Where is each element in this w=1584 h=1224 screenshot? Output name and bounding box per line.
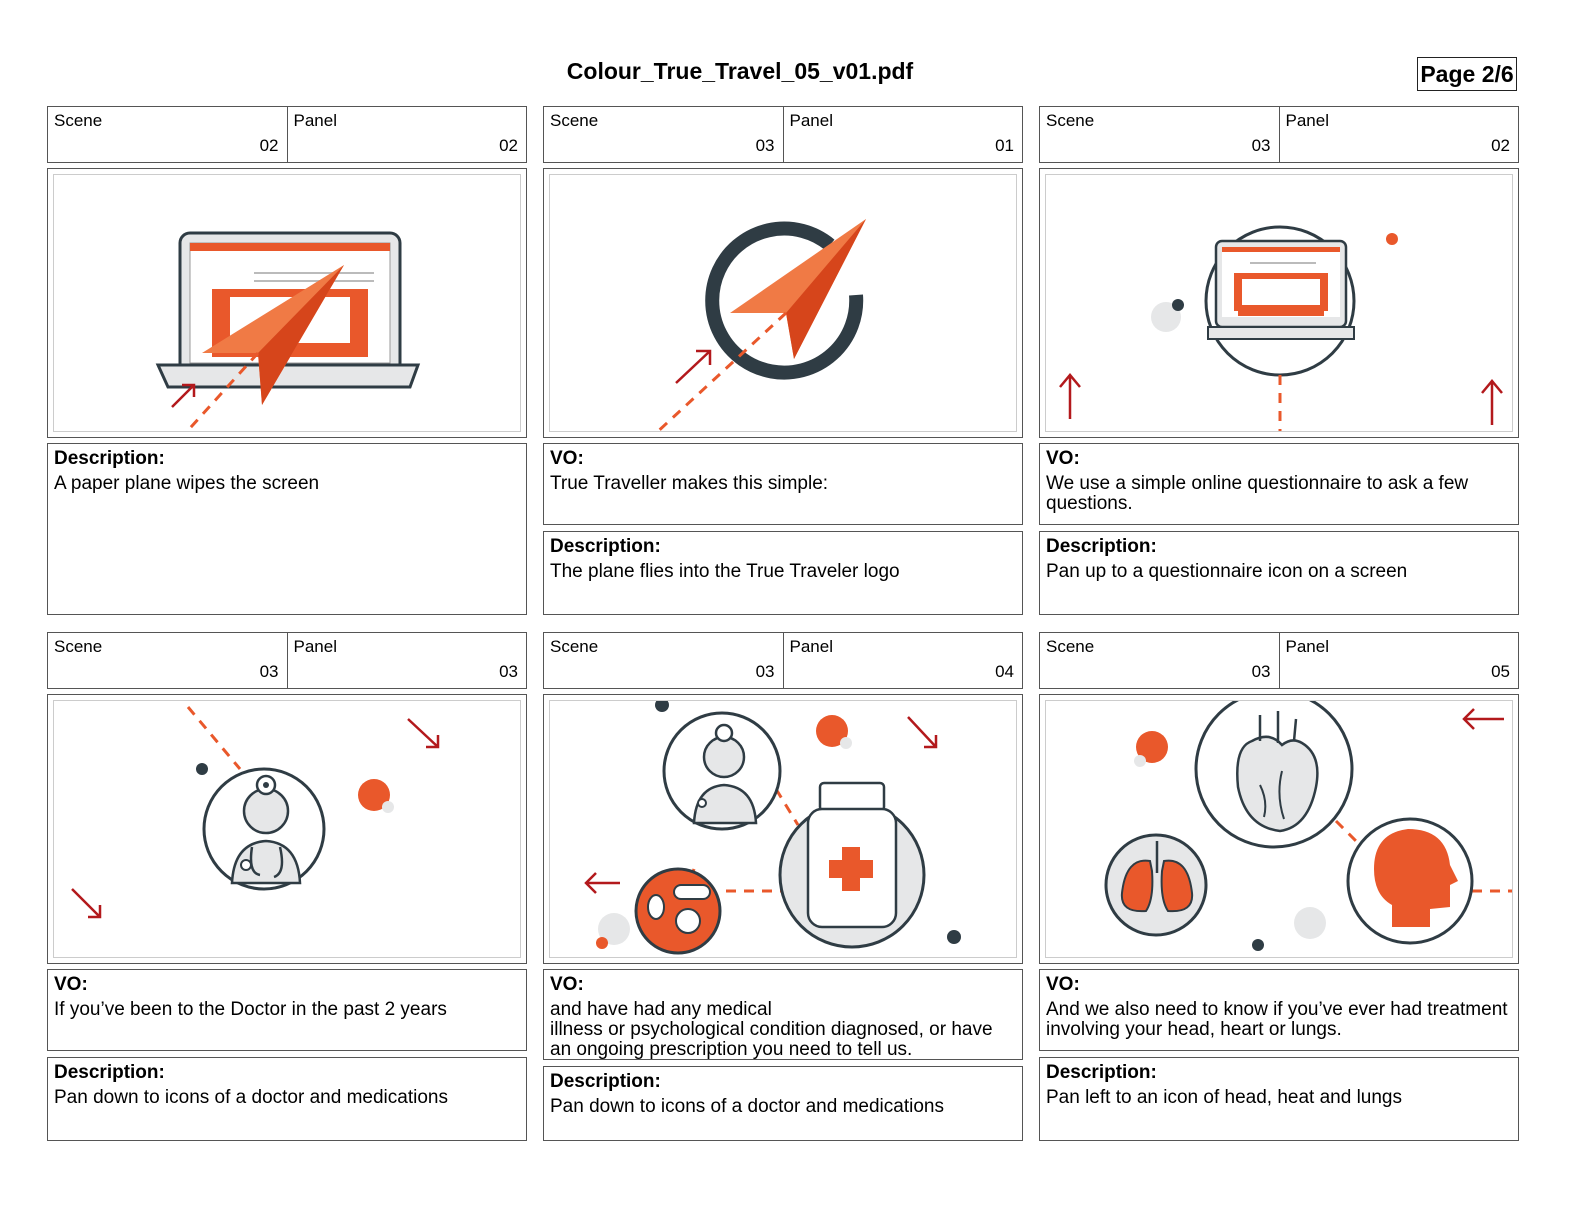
- panel-header: [543, 632, 1023, 689]
- panel-label: Panel: [789, 637, 833, 656]
- scene-label: Scene: [54, 637, 103, 656]
- description-text: The plane flies into the True Traveler logo: [550, 561, 900, 582]
- description-text: Pan left to an icon of head, heat and lungs: [1046, 1087, 1402, 1108]
- scene-cell: [1040, 107, 1279, 162]
- vo-text: True Traveller makes this simple:: [550, 473, 829, 494]
- description-label: Description:: [550, 536, 661, 557]
- scene-number: 03: [755, 136, 775, 155]
- vo-label: VO:: [1046, 974, 1080, 995]
- vo-box: [543, 969, 1023, 1060]
- description-label: Description:: [550, 1071, 661, 1092]
- panel-cell: [287, 633, 527, 688]
- description-box: [543, 1066, 1023, 1141]
- scene-cell: [1040, 633, 1279, 688]
- scene-number: 03: [755, 662, 775, 681]
- description-text: Pan up to a questionnaire icon on a screen: [1046, 561, 1408, 582]
- panel-label: Panel: [789, 111, 833, 130]
- scene-cell: [48, 107, 287, 162]
- document-title: Colour_True_Travel_05_v01.pdf: [566, 58, 914, 84]
- panel-label: Panel: [1285, 637, 1329, 656]
- panel-number: 02: [1491, 136, 1510, 155]
- illustration-frame: [543, 694, 1023, 964]
- doctor-illustration: [54, 701, 521, 958]
- doctor-medications-illustration: [550, 701, 1017, 958]
- description-label: Description:: [1046, 536, 1157, 557]
- questionnaire-screen-illustration: [1046, 175, 1513, 432]
- illustration-frame: [1039, 694, 1519, 964]
- panel-cell: [783, 633, 1023, 688]
- vo-text: We use a simple online questionnaire to ask a few questions.: [1046, 473, 1469, 514]
- scene-cell: [544, 107, 783, 162]
- panel-number: 02: [499, 136, 518, 155]
- panel-number: 05: [1491, 662, 1510, 681]
- description-box: [1039, 531, 1519, 615]
- vo-text: and have had any medical illness or psychological condition diagnosed, or have an ongoing prescription you need to tell us.: [550, 999, 993, 1060]
- panel-cell: [783, 107, 1023, 162]
- panel-header: [1039, 632, 1519, 689]
- panel-number: 03: [499, 662, 518, 681]
- description-label: Description:: [54, 448, 165, 469]
- panel-cell: [1279, 107, 1519, 162]
- panel-cell: [1279, 633, 1519, 688]
- panel-label: Panel: [1285, 111, 1329, 130]
- description-box: [1039, 1057, 1519, 1141]
- panel-header: [543, 106, 1023, 163]
- true-traveler-logo-illustration: [550, 175, 1017, 432]
- illustration-frame: [543, 168, 1023, 438]
- vo-label: VO:: [1046, 448, 1080, 469]
- scene-number: 03: [1251, 136, 1271, 155]
- scene-cell: [48, 633, 287, 688]
- panel-header: [47, 632, 527, 689]
- scene-label: Scene: [1046, 111, 1095, 130]
- panel-header: [1039, 106, 1519, 163]
- vo-text: And we also need to know if you’ve ever had treatment involving your head, heart or lungs.: [1046, 999, 1508, 1040]
- vo-label: VO:: [54, 974, 88, 995]
- description-text: Pan down to icons of a doctor and medications: [54, 1087, 448, 1108]
- illustration-frame: [47, 168, 527, 438]
- description-box: [47, 443, 527, 615]
- panel-cell: [287, 107, 527, 162]
- vo-box: [543, 443, 1023, 525]
- vo-label: VO:: [550, 974, 584, 995]
- scene-number: 03: [1251, 662, 1271, 681]
- description-text: A paper plane wipes the screen: [54, 473, 320, 494]
- scene-number: 02: [259, 136, 279, 155]
- panel-label: Panel: [293, 111, 337, 130]
- vo-box: [1039, 443, 1519, 525]
- illustration-frame: [1039, 168, 1519, 438]
- vo-text: If you’ve been to the Doctor in the past 2 years: [54, 999, 447, 1020]
- scene-label: Scene: [550, 637, 599, 656]
- panel-number: 01: [995, 136, 1014, 155]
- description-text: Pan down to icons of a doctor and medications: [550, 1096, 944, 1117]
- head-heart-lungs-illustration: [1046, 701, 1513, 958]
- description-label: Description:: [1046, 1062, 1157, 1083]
- vo-box: [1039, 969, 1519, 1051]
- vo-label: VO:: [550, 448, 584, 469]
- illustration-frame: [47, 694, 527, 964]
- panel-number: 04: [995, 662, 1014, 681]
- panel-header: [47, 106, 527, 163]
- page-number-badge: Page 2/6: [1417, 57, 1517, 91]
- scene-label: Scene: [54, 111, 103, 130]
- laptop-paper-plane-illustration: [54, 175, 521, 432]
- scene-label: Scene: [1046, 637, 1095, 656]
- panel-label: Panel: [293, 637, 337, 656]
- description-box: [47, 1057, 527, 1141]
- description-label: Description:: [54, 1062, 165, 1083]
- scene-label: Scene: [550, 111, 599, 130]
- scene-cell: [544, 633, 783, 688]
- vo-box: [47, 969, 527, 1051]
- description-box: [543, 531, 1023, 615]
- scene-number: 03: [259, 662, 279, 681]
